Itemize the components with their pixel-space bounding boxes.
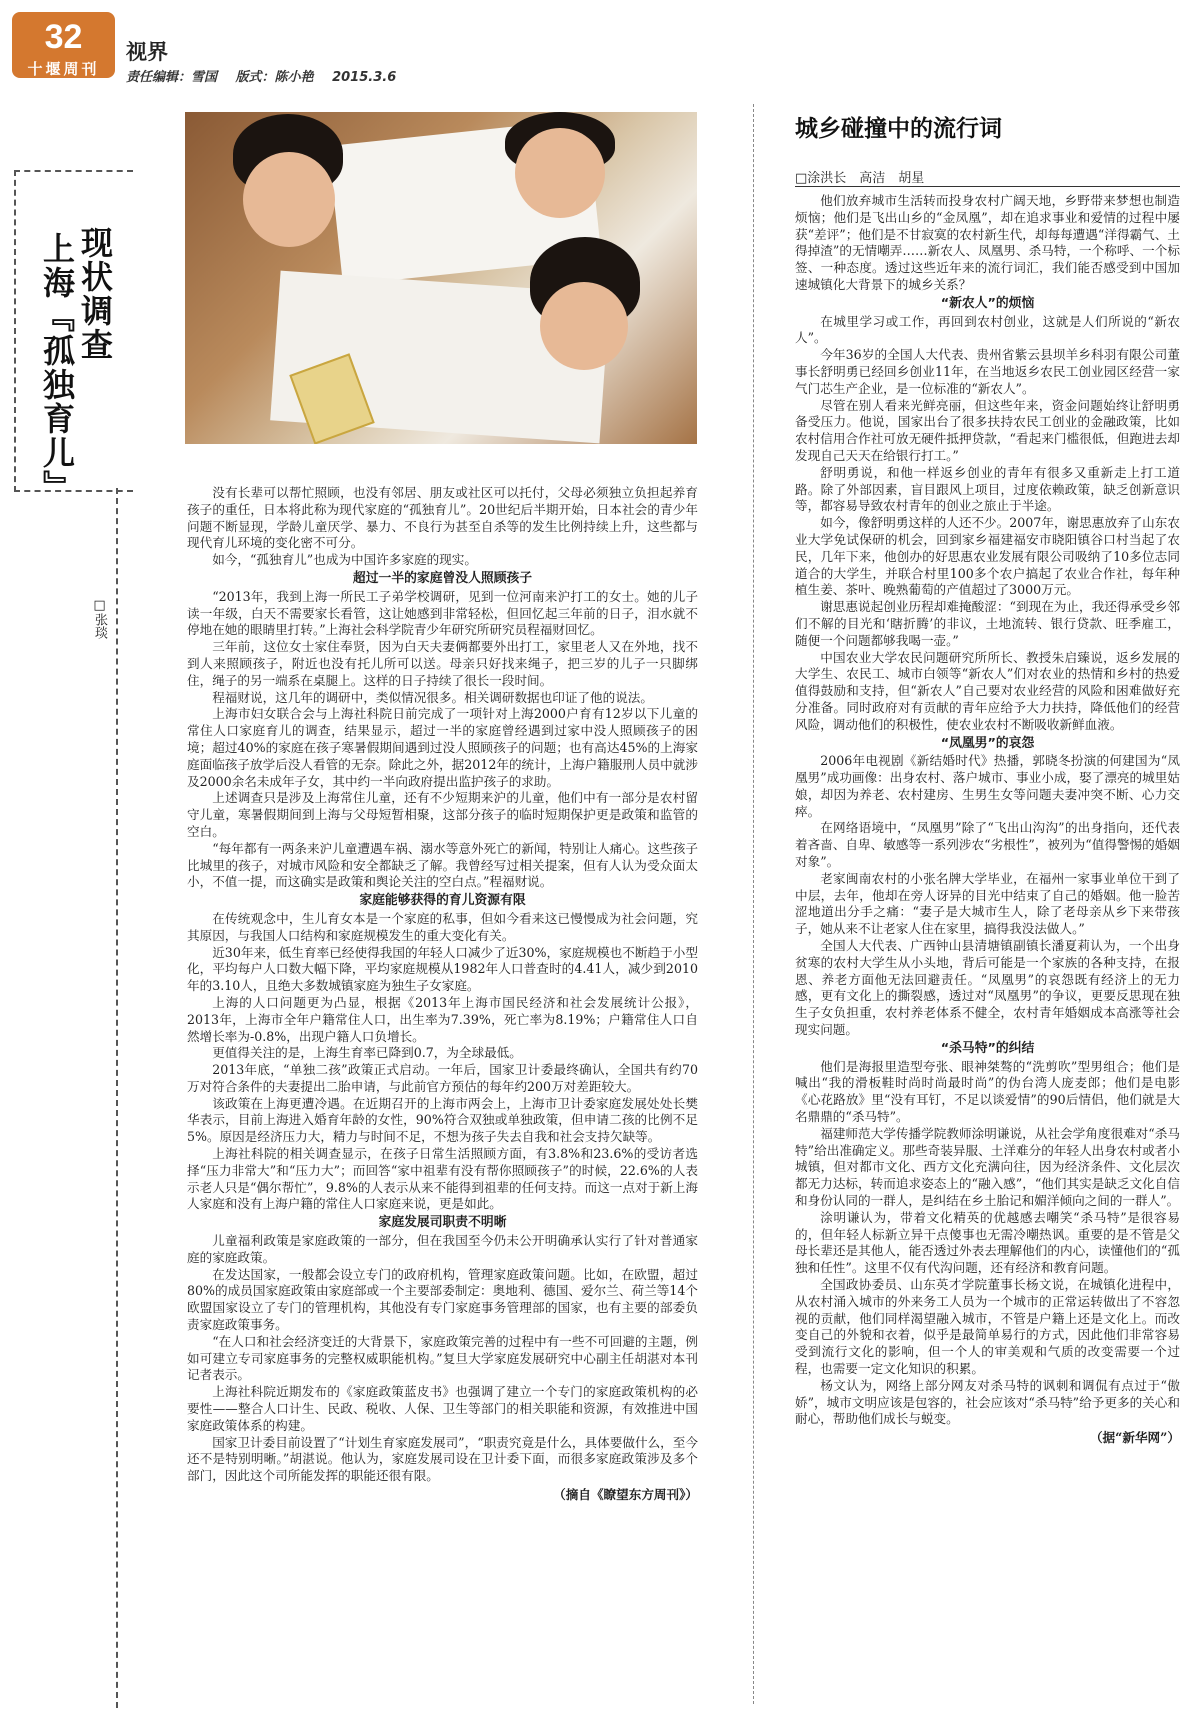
subheading: 超过一半的家庭曾没人照顾孩子 [352, 570, 533, 586]
article-photo [185, 112, 697, 444]
paragraph: 杨文认为，网络上部分网友对杀马特的讽刺和调侃有点过于“傲娇”，城市文明应该是包容的，社会应该对“杀马特”给予更多的关心和耐心，帮助他们成长与蜕变。 [795, 1377, 1180, 1427]
subheading: “杀马特”的纠结 [940, 1040, 1035, 1056]
paragraph: 没有长辈可以帮忙照顾，也没有邻居、朋友或社区可以托付，父母必须独立负担起养育孩子的重任，日本将此称为现代家庭的“孤独育儿”。20世纪后半期开始，日本社会的青少年问题不断显现，学龄儿童厌学、暴力、不良行为甚至自杀等的发生比例持续上升，这些都与现代育儿环境的变化密不可分。 [187, 485, 698, 551]
subheading: 家庭能够获得的育儿资源有限 [359, 893, 526, 909]
paragraph: 如今，“孤独育儿”也成为中国许多家庭的现实。 [212, 552, 477, 568]
left-title-line1: 现状调查 [76, 226, 114, 362]
paragraph: 上海的人口问题更为凸显，根据《2013年上海市国民经济和社会发展统计公报》，2013年，上海市全年户籍常住人口，出生率为7.39%，死亡率为8.19%；户籍常住人口自然增长率为-0.8%，出现户籍人口负增长。 [187, 994, 698, 1044]
right-article-body [795, 193, 1180, 1447]
paragraph: 他们放弃城市生活转而投身农村广阔天地，乡野带来梦想也制造烦恼；他们是飞出山乡的“金凤凰”，却在追求事业和爱情的过程中屡获“差评”；他们是不甘寂寞的农村新生代，却每每遭遇“洋得霸气、土得掉渣”的无情嘲弄……新农人、凤凰男、杀马特，一个称呼、一个标签、一种态度。透过这些近年来的流行词汇，我们能否感受到中国加速城镇化大背景下的城乡关系？ [795, 193, 1180, 292]
left-dashed-rule [116, 488, 118, 1708]
paragraph: 近30年来，低生育率已经使得我国的年轻人口减少了近30%，家庭规模也不断趋于小型化，平均每户人口数大幅下降，平均家庭规模从1982年人口普查时的4.41人，减少到2010年的3.10人，且绝大多数城镇家庭为独生子女家庭。 [187, 944, 698, 994]
paragraph: 儿童福利政策是家庭政策的一部分，但在我国至今仍未公开明确承认实行了针对普通家庭的家庭政策。 [187, 1233, 698, 1265]
paragraph: “每年都有一两条来沪儿童遭遇车祸、溺水等意外死亡的新闻，特别让人痛心。这些孩子比城里的孩子，对城市风险和安全都缺乏了解。我曾经写过相关提案，但有人认为受众面太小，不值一提，而这确实是政策和舆论关注的空白点。”程福财说。 [187, 840, 698, 890]
paragraph: 他们是海报里造型夸张、眼神桀骜的“洗剪吹”型男组合；他们是喊出“我的滑板鞋时尚时尚最时尚”的伪台湾人庞麦郎；他们是电影《心花路放》里“没有耳钉，不足以谈爱情”的90后情侣，他们就是大名鼎鼎的“杀马特”。 [795, 1058, 1180, 1125]
paragraph: 2013年底，“单独二孩”政策正式启动。一年后，国家卫计委最终确认，全国共有约70万对符合条件的夫妻提出二胎申请，与此前官方预估的每年约200万对差距较大。 [187, 1062, 698, 1094]
page-number: 32 [44, 18, 83, 56]
paragraph: 在网络语境中，“凤凰男”除了“飞出山沟沟”的出身指向，还代表着吝啬、自卑、敏感等一系列涉农“劣根性”，被列为“值得警惕的婚姻对象”。 [795, 820, 1180, 870]
paragraph: 上海社科院近期发布的《家庭政策蓝皮书》也强调了建立一个专门的家庭政策机构的必要性——整合人口计生、民政、税收、人保、卫生等部门的相关职能和资源，有效推进中国家庭政策体系的构建。 [187, 1384, 698, 1433]
paragraph: 全国人大代表、广西钟山县清塘镇副镇长潘夏莉认为，一个出身贫寒的农村大学生从小头地，背后可能是一个家族的各种支持，在报恩、养老方面他无法回避责任。“凤凰男”的哀怨既有经济上的无力感，更有文化上的撕裂感，透过对“凤凰男”的争议，更要反思现在独生子女负担重，农村养老体系不健全，农村青年婚姻成本高涨等社会现实问题。 [795, 938, 1180, 1038]
issue-date: 2015.3.6 [332, 70, 397, 85]
subheading: “凤凰男”的哀怨 [940, 735, 1035, 751]
paragraph: 谢思惠说起创业历程却难掩酸涩：“到现在为止，我还得承受乡邻们不解的目光和‘瞎折腾’的非议，土地流转、银行贷款、旺季雇工，随便一个问题都够我喝一壶。” [795, 599, 1180, 648]
paragraph: 国家卫计委目前设置了“计划生育家庭发展司”，“职责究竟是什么，具体要做什么，至今还不是特别明晰。”胡湛说。他认为，家庭发展司设在卫计委下面，而很多家庭政策涉及多个部门，因此这个司所能发挥的职能还很有限。 [187, 1434, 698, 1484]
page-number-badge [12, 12, 115, 78]
section-name: 视界 [126, 40, 168, 64]
paragraph: 三年前，这位女士家住奉贤，因为白天夫妻俩都要外出打工，家里老人又在外地，找不到人来照顾孩子，附近也没有托儿所可以送。母亲只好找来绳子，把三岁的儿子一只脚绑住，绳子的另一端系在桌腿上。这样的日子持续了很长一段时间。 [187, 639, 698, 688]
paragraph: 福建师范大学传播学院教师涂明谦说，从社会学角度很难对“杀马特”给出准确定义。那些奇装异服、土洋难分的年轻人出身农村或者小城镇，但对都市文化、西方文化充满向往，因为经济条件、文化层次都无力达标，转而追求姿态上的“融入感”，“他们其实是缺乏文化自信和身份认同的一群人，是纠结在乡土胎记和媚洋倾向之间的一群人”。 [795, 1125, 1180, 1209]
left-article-body [187, 485, 698, 1504]
paragraph: 该政策在上海更遭冷遇。在近期召开的上海市两会上，上海市卫计委家庭发展处处长樊华表示，目前上海进入婚育年龄的女性，90%符合双独或单独政策，但申请二孩的比例不足5%。原因是经济压力大，精力与时间不足，不想为孩子失去自我和社会支持欠缺等。 [187, 1095, 698, 1145]
layout-credit: 版式：陈小艳 [235, 70, 314, 85]
right-article-title: 城乡碰撞中的流行词 [795, 116, 1002, 142]
right-article-authors: □涂洪长 高洁 胡星 [795, 171, 925, 186]
paragraph: 老家闽南农村的小张名牌大学毕业，在福州一家事业单位干到了中层，去年，他却在旁人讶异的目光中结束了自己的婚姻。他一脸苦涩地道出分手之痛：“妻子是大城市生人，除了老母亲从乡下来带孩子，她从来不让老家人住在家里，搞得我没法做人。” [795, 870, 1180, 937]
paragraph: 上述调查只是涉及上海常住儿童，还有不少短期来沪的儿童，他们中有一部分是农村留守儿童，寒暑假期间到上海与父母短暂相聚，这部分孩子的临时短期保护更是政策和监管的空白。 [187, 790, 698, 839]
paragraph: 舒明勇说，和他一样返乡创业的青年有很多又重新走上打工道路。除了外部因素，盲目跟风上项目，过度依赖政策，缺乏创新意识等，都容易导致农村青年的创业之旅止于半途。 [795, 464, 1180, 514]
paragraph: 今年36岁的全国人大代表、贵州省紫云县坝羊乡科羽有限公司董事长舒明勇已经回乡创业11年，在当地返乡农民工创业园区经营一家气门芯生产企业，是一位标准的“新农人”。 [795, 347, 1180, 396]
masthead-info [126, 66, 410, 85]
paragraph: 更值得关注的是，上海生育率已降到0.7，为全球最低。 [212, 1045, 522, 1061]
paragraph: 尽管在别人看来光鲜亮丽，但这些年来，资金问题始终让舒明勇备受压力。他说，国家出台了很多扶持农民工创业的金融政策，比如农村信用合作社可放无硬件抵押贷款，“看起来门槛很低，但跑进去却发现自己天天在给银行打工。” [795, 397, 1180, 463]
paragraph: 在城里学习或工作，再回到农村创业，这就是人们所说的“新农人”。 [795, 313, 1180, 346]
paragraph: 如今，像舒明勇这样的人还不少。2007年，谢思惠放弃了山东农业大学免试保研的机会，回到家乡福建福安市晓阳镇谷口村当起了农民，几年下来，他创办的好思惠农业发展有限公司吸纳了10多位志同道合的大学生，并联合村里100多个农户搞起了农业合作社，每年种植生姜、茶叶、晚熟葡萄的产值超过了3000万元。 [795, 515, 1180, 598]
paragraph: 程福财说，这几年的调研中，类似情况很多。相关调研数据也印证了他的说法。 [212, 689, 653, 705]
paragraph: 上海社科院的相关调查显示，在孩子日常生活照顾方面，有3.8%和23.6%的受访者选择“压力非常大”和“压力大”；而回答“家中祖辈有没有帮你照顾孩子”的时候，22.6%的人表示老人只是“偶尔帮忙”，9.8%的人表示从来不能得到祖辈的任何支持。而这一点对于新上海人家庭和没有上海户籍的常住人口家庭来说，更是如此。 [187, 1146, 698, 1212]
paper-name: 十堰周刊 [27, 60, 100, 78]
column-divider [753, 104, 754, 1704]
left-title-line2: 上海『孤独育儿』 [38, 232, 76, 504]
paragraph: 在发达国家，一般都会设立专门的政府机构，管理家庭政策问题。比如，在欧盟，超过80%的成员国家庭政策由家庭部或一个主要部委制定：奥地利、德国、爱尔兰、荷兰等14个欧盟国家设立了专门的管理机构，其他没有专门家庭事务管理部的国家，也有主要的部委负责家庭政策事务。 [187, 1266, 698, 1333]
source-credit: （摘自《瞭望东方周刊》） [553, 1487, 698, 1503]
paragraph: 2006年电视剧《新结婚时代》热播，郭晓冬扮演的何建国为“凤凰男”成功画像：出身农村、落户城市、事业小成，娶了漂亮的城里姑娘，却因为养老、农村建房、生男生女等问题夫妻冲突不断、心力交瘁。 [795, 753, 1180, 819]
paragraph: “在人口和社会经济变迁的大背景下，家庭政策完善的过程中有一些不可回避的主题，例如可建立专司家庭事务的完整权威职能机构。”复旦大学家庭发展研究中心副主任胡湛对本刊记者表示。 [187, 1333, 698, 1383]
paragraph: 上海市妇女联合会与上海社科院日前完成了一项针对上海2000户育有12岁以下儿童的常住人口家庭育儿的调查，结果显示，超过一半的家庭曾经遇到过家中没人照顾孩子的困境；超过40%的家庭在孩子寒暑假期间遇到过没人照顾孩子的问题；也有高达45%的上海家庭面临孩子放学后没人看管的无奈。除此之外，据2012年的统计，上海户籍服刑人员中就涉及2000余名未成年子女，其中约一半向政府提出监护孩子的求助。 [187, 706, 698, 789]
paragraph: 中国农业大学农民问题研究所所长、教授朱启臻说，返乡发展的大学生、农民工、城市白领等“新农人”们对农业的热情和乡村的热爱值得鼓励和支持，但“新农人”自己要对农业经营的风险和困难做好充分准备。同时政府对有贡献的青年应给予大力扶持，降低他们的经营风险，调动他们的积极性，使农业农村不断吸收新鲜血液。 [795, 649, 1180, 732]
subheading: 家庭发展司职责不明晰 [378, 1215, 507, 1231]
paragraph: 在传统观念中，生儿育女本是一个家庭的私事，但如今看来这已慢慢成为社会问题，究其原因，与我国人口结构和家庭规模发生的重大变化有关。 [187, 910, 698, 943]
paragraph: 全国政协委员、山东英才学院董事长杨文说，在城镇化进程中，从农村涌入城市的外来务工人员为一个城市的正常运转做出了不容忽视的贡献，他们同样渴望融入城市，不管是户籍上还是文化上。而改变自己的外貌和衣着，似乎是最简单易行的方式，因此他们非常容易受到流行文化的影响，但一个人的审美观和气质的改变需要一个过程，也需要一定文化知识的积累。 [795, 1277, 1180, 1376]
subheading: “新农人”的烦恼 [940, 295, 1035, 311]
paragraph: “2013年，我到上海一所民工子弟学校调研，见到一位河南来沪打工的女士。她的儿子读一年级，白天不需要家长看管，这让她感到非常轻松，但回忆起三年前的日子，泪水就不停地在她的眼睛里打转。”上海社会科学院青少年研究所研究员程福财回忆。 [187, 588, 698, 638]
editor-credit: 责任编辑：雪国 [126, 70, 218, 85]
paragraph: 涂明谦认为，带着文化精英的优越感去嘲笑“杀马特”是很容易的，但年轻人标新立异干点傻事也无需冷嘲热讽。重要的是不管是父母长辈还是其他人，能否透过外表去理解他们的内心，读懂他们的“孤独和任性”。这里不仅有代沟问题，还有经济和教育问题。 [795, 1209, 1180, 1276]
source-credit: （据“新华网”） [1089, 1430, 1180, 1446]
title-rule [795, 186, 1180, 187]
left-author: □张琰 [92, 598, 107, 639]
